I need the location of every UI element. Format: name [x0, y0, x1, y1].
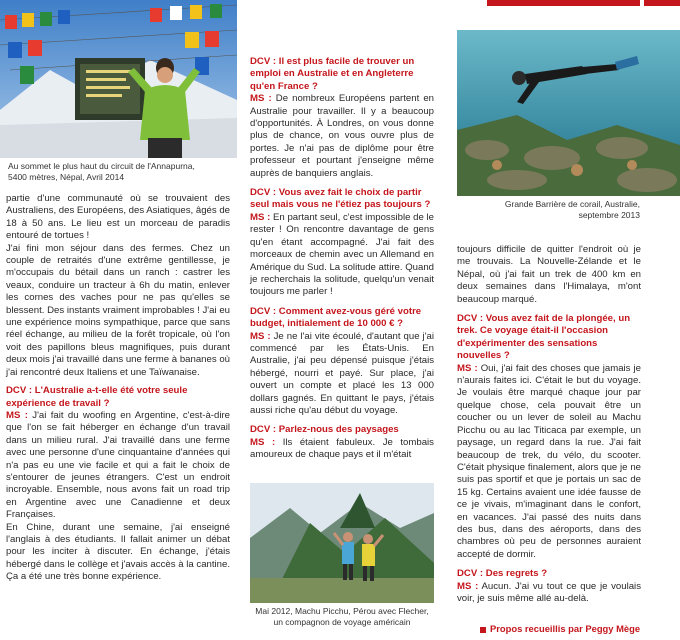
left-paragraph-3: En Chine, durant une semaine, j'ai enseigné l'anglais à des étudiants. Il fallait animer un débat pour les inciter à discuter. En échange, j'étais hébergé dans le collège et j'avais accès à la cantine. Ça a été une très bonne expérience. [6, 521, 230, 583]
middle-answer-4 [250, 437, 434, 462]
right-answer-1-text: Oui, j'ai fait des choses que jamais je n'aurais faites ici. C'était le but du voyage. Je voulais être marqué chaque jour par quelque chose, cela pouvait être un coucher ou un lever de soleil au Machu Picchu ou au lac Titicaca par exemple, un paysage, un regard dans la rue. J'ai fait beaucoup de trek, du vélo, du scooter. C'était physique finalement, alors que je ne suis pas sportif et que je portais un sac de 15 kg. Certains avaient une idée fausse de ce je vivais, m'imaginant dans le confort, en vacances. J'ai passé des nuits dans des bus, dans des aéroports, dans des chambres où peu de personnes auraient accepté de dormir. [457, 362, 641, 560]
middle-answer-3 [250, 331, 434, 418]
middle-answer-1-text: De nombreux Européens partent en Australie pour travailler. Il y a beaucoup d'opportunités. À Londres, on vous donne plus de chance, on vous ouvre plus de portes. Je n'ai pas de diplôme pour être professeur et pourtant j'enseigne même auprès de banquiers anglais. [250, 93, 434, 179]
middle-answer-3-text: Je ne l'ai vite écoulé, d'autant que j'ai commencé par les États-Unis. En Australie, j'ai peu dépensé puisque j'étais hébergé, nourri et payé. Sur place, j'ai ouvert un compte et placé les 13 000 dollars gagnés. En quittant le pays, j'étais aussi riche qu'au début du voyage. [250, 330, 434, 416]
left-answer-1 [6, 410, 230, 522]
right-answer-1 [457, 363, 641, 562]
middle-answer-4-label: MS : [250, 436, 276, 448]
middle-question-4: DCV : Parlez-nous des paysages [250, 424, 399, 436]
reef-caption-line1: Grande Barrière de corail, Australie, [504, 199, 640, 209]
reef-caption-line2: septembre 2013 [578, 210, 640, 220]
right-question-2: DCV : Des regrets ? [457, 568, 548, 580]
right-answer-1-label: MS : [457, 362, 478, 374]
middle-answer-2 [250, 212, 434, 299]
middle-answer-3-label: MS : [250, 330, 271, 342]
middle-answer-1-label: MS : [250, 93, 272, 105]
right-paragraph-1: toujours difficile de quitter l'endroit où je me trouvais. La Nouvelle-Zélande et le Népal, où j'ai fait un trek de 400 km en deux semaines dans l'Himalaya, m'ont beaucoup marqué. [457, 244, 641, 305]
middle-question-2: DCV : Vous avez fait le choix de partir seul mais vous ne l'étiez pas toujours ? [250, 187, 431, 211]
byline-square-icon [480, 627, 486, 633]
middle-answer-2-label: MS : [250, 211, 271, 223]
annapurna-caption [8, 161, 238, 183]
left-paragraph-2: J'ai fini mon séjour dans des fermes. Chez un couple de retraités d'une extrême gentillesse, je m'occupais du bétail dans un ranch : castrer les veaux, conduire un tracteur à 6h du matin, enlever les cornes des vaches pour ne pas qu'elles se blessent. Des instants vraiment improbables ! J'ai eu une expérience moins sympathique, parce que sans réel échange, au milieu de la forêt tropicale, où l'on voit des papillons bleus magnifiques, puis durant deux mois j'ai travaillé dans une ferme à bananes où j'ai rencontré deux Italiens et une Taïwanaise. [6, 242, 230, 378]
byline [480, 623, 640, 634]
left-answer-1-text: J'ai fait du woofing en Argentine, c'est-à-dire que l'on se fait héberger en échange d'un travail dans un milieu rural. J'ai travaillé dans une ferme avec une personne d'une cinquantaine d'années qui n'a pas eu une vie facile et qui a fait le choix de s'entourer de jeunes étrangers. C'est un endroit incroyable. Ensemble, nous avons fait un road trip en Argentine avec une Canadienne et deux Françaises. [6, 409, 230, 521]
byline-text: Propos recueillis par Peggy Mège [490, 623, 641, 634]
middle-text-column [250, 56, 434, 469]
machu-picchu-caption [250, 606, 434, 628]
middle-answer-2-text: En partant seul, c'est impossible de le rester ! On rencontre davantage de gens qu'en étant accompagné. J'ai fait des morceaux de chemin avec un Allemand en Amérique du Sud. La solitude attire. Quand je recherchais la solitude, quelqu'un venait toujours me parler ! [250, 211, 434, 298]
right-question-1: DCV : Vous avez fait de la plongée, un trek. Ce voyage était-il l'occasion d'expérimenter des sensations nouvelles ? [457, 313, 631, 362]
machu-caption-line1: Mai 2012, Machu Picchu, Pérou avec Flecher, [255, 606, 429, 616]
annapurna-caption-line1: Au sommet le plus haut du circuit de l'Annapurna, [8, 161, 195, 171]
right-answer-2-label: MS : [457, 580, 479, 592]
annapurna-caption-line2: 5400 mètres, Népal, Avril 2014 [8, 172, 125, 182]
right-text-column [457, 244, 641, 612]
coral-reef-caption [457, 199, 640, 221]
right-answer-2-text: Aucun. J'ai vu tout ce que je voulais voir, je suis même allé au-delà. [457, 580, 641, 604]
left-question-1: DCV : L'Australie a-t-elle été votre seule expérience de travail ? [6, 385, 188, 409]
annapurna-summit-photo [0, 0, 237, 158]
left-text-column [6, 193, 230, 584]
header-bar-gap [640, 0, 644, 6]
middle-answer-1 [250, 93, 434, 180]
coral-reef-photo [457, 30, 680, 196]
middle-answer-4-text: Ils étaient fabuleux. Je tombais amoureux de chaque pays et il m'était [250, 436, 434, 461]
middle-question-3: DCV : Comment avez-vous géré votre budget, initialement de 10 000 € ? [250, 305, 422, 330]
machu-picchu-photo [250, 483, 434, 603]
machu-caption-line2: un compagnon de voyage américain [273, 617, 411, 627]
header-accent-bar [487, 0, 680, 6]
right-answer-2 [457, 581, 641, 606]
left-answer-1-label: MS : [6, 409, 28, 421]
middle-question-1: DCV : Il est plus facile de trouver un emploi en Australie et en Angleterre qu'en France ? [250, 56, 415, 92]
left-paragraph-1: partie d'une communauté où se trouvaient des Australiens, des Européens, des Asiatiques, âgés de 18 à 50 ans. Le lieu est un morceau de paradis entouré de tortues ! [6, 193, 230, 242]
